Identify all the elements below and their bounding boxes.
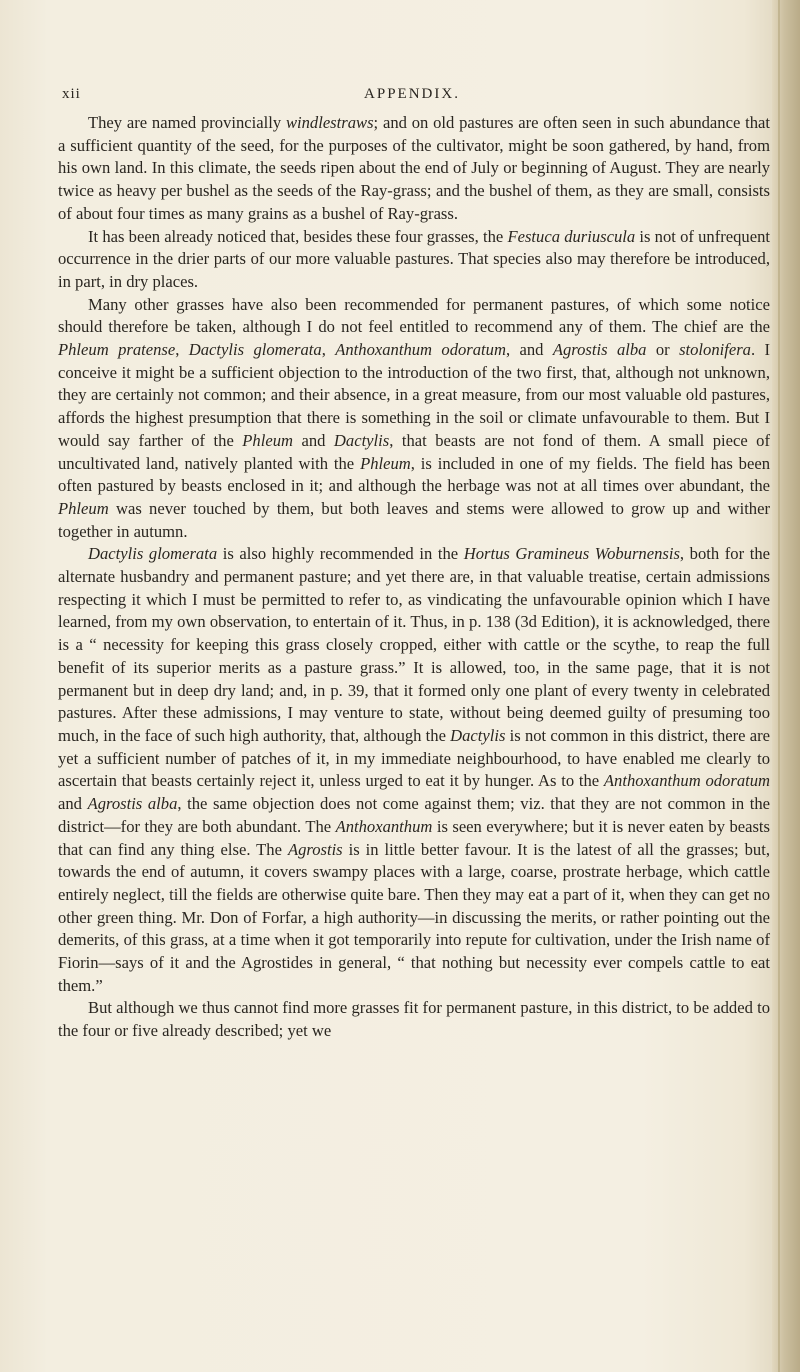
paragraph: It has been already noticed that, besides these four grasses, the Festuca duriuscula is not of unfrequent occurrence in the drier parts of our more valuable pastures. That species also may therefore be introduced, in part, in dry places. — [58, 226, 770, 291]
paragraph: Many other grasses have also been recommended for permanent pastures, of which some notice should therefore be taken, although I do not feel entitled to recommend any of them. The chief are the Phleum pratense, Dactylis glomerata, Anthoxanthum odoratum, and Agrostis alba or stolonifera. I conceive it might be a sufficient objection to the introduction of the two first, that, although not unknown, they are certainly not common; and their absence, in a great measure, from our most valuable old pastures, affords the highest presumption that there is something in the soil or climate unfavourable to them. But I would say farther of the Phleum and Dactylis, that beasts are not fond of them. A small piece of uncultivated land, natively planted with the Phleum, is included in one of my fields. The field has been often pastured by beasts enclosed in it; and although the herbage was not at all times over abundant, the Phleum was never touched by them, but both leaves and stems were allowed to grow up and wither together in autumn. — [58, 294, 771, 541]
folio-number: xii — [62, 86, 81, 102]
page-header — [62, 86, 762, 110]
paragraph: But although we thus cannot find more grasses fit for permanent pasture, in this district, to be added to the four or five already described; yet we — [58, 998, 770, 1041]
body-text — [58, 112, 770, 1043]
page-edge — [772, 0, 800, 1372]
running-head: APPENDIX. — [364, 86, 460, 102]
paragraph: Dactylis glomerata is also highly recommended in the Hortus Gramineus Woburnensis, both for the alternate husbandry and permanent pasture; and yet there are, in that valuable treatise, certain admissions respecting it which I must be permitted to refer to, as vindicating the unfavourable opinion which I have learned, from my own observation, to entertain of it. Thus, in p. 138 (3d Edition), it is acknowledged, there is a “ necessity for keeping this grass closely cropped, either with cattle or the scythe, to reap the full benefit of its superior merits as a pasture grass.” It is allowed, too, in the same page, that it is not permanent but in deep dry land; and, in p. 39, that it formed only one plant of every twenty in celebrated pastures. After these admissions, I may venture to state, without being deemed guilty of presuming too much, in the face of such high authority, that, although the Dactylis is not common in this district, there are yet a sufficient number of patches of it, in my immediate neighbourhood, to have enabled me clearly to ascertain that beasts certainly reject it, unless urged to eat it by hunger. As to the Anthoxanthum odoratum and Agrostis alba, the same objection does not come against them; viz. that they are not common in the district—for they are both abundant. The Anthoxanthum is seen everywhere; but it is never eaten by beasts that can find any thing else. The Agrostis is in little better favour. It is the latest of all the grasses; but, towards the end of autumn, it covers swampy places with a large, coarse, prostrate herbage, which cattle entirely neglect, till the fields are otherwise quite bare. Then they may eat a part of it, when they can get no other green thing. Mr. Don of Forfar, a high authority—in discussing the merits, or rather pointing out the demerits, of this grass, at a time when it got temporarily into repute for cultivation, under the Irish name of Fiorin—says of it and the Agrostides in general, “ that nothing but necessity ever compels cattle to eat them.” — [58, 544, 771, 995]
paragraph: They are named provincially windlestraws; and on old pastures are often seen in such abundance that a sufficient quantity of the seed, for the purposes of the cultivator, might be soon gathered, by hand, from his own land. In this climate, the seeds ripen about the end of July or beginning of August. They are nearly twice as heavy per bushel as the seeds of the Ray-grass; and the bushel of them, as they are small, consists of about four times as many grains as a bushel of Ray-grass. — [58, 113, 770, 223]
